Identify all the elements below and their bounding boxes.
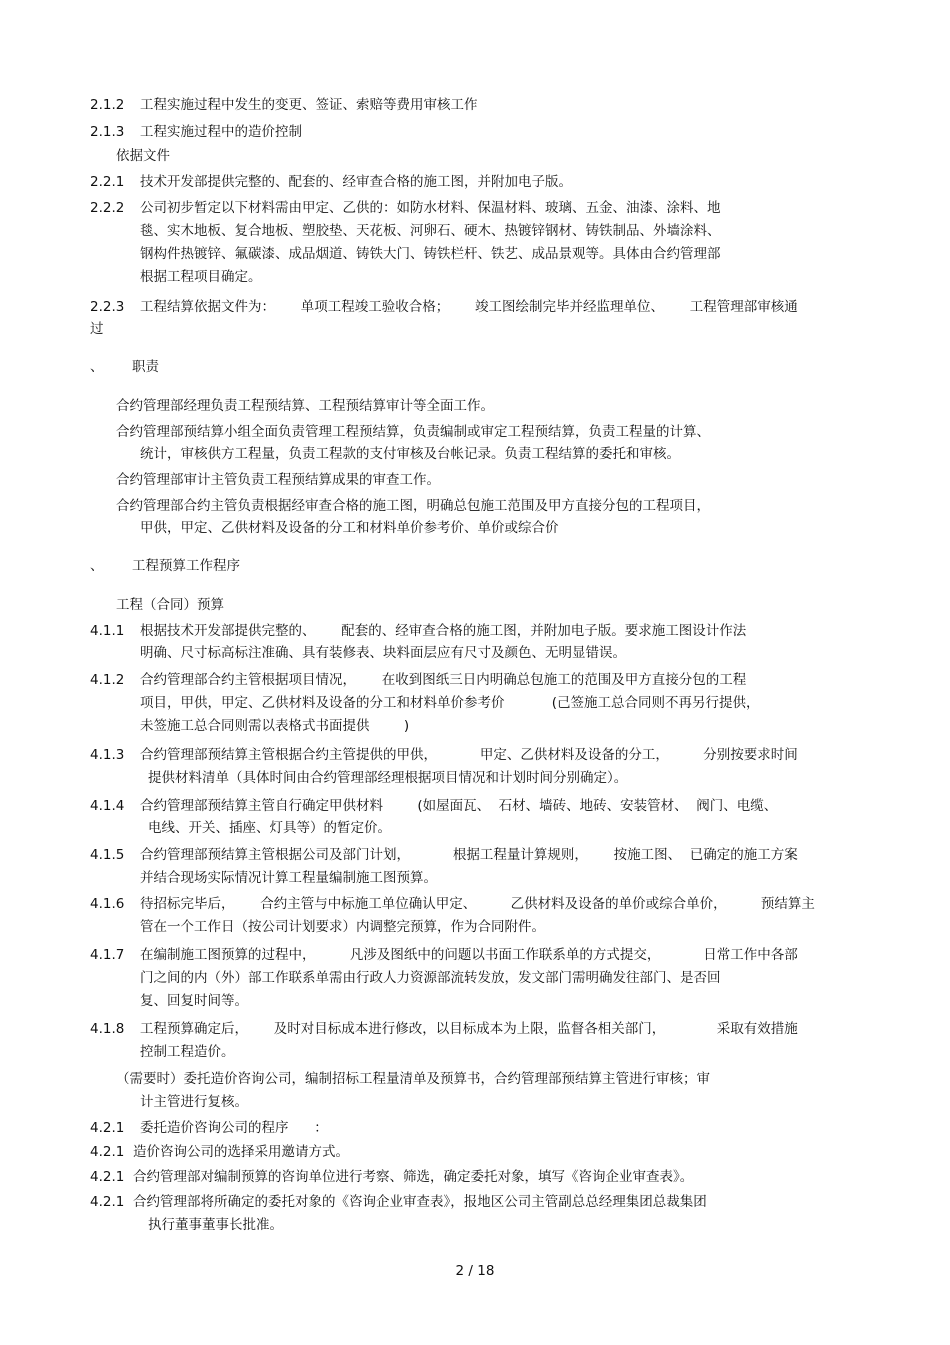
clause-text: 合约管理部预结算主管自行确定甲供材料 (如屋面瓦、 石材、墙砖、地砖、安装管材、 阀门、电缆、 <box>140 798 778 814</box>
section-marker: 、 <box>90 558 104 574</box>
clause-text: 管在一个工作日（按公司计划要求）内调整完预算，作为合同附件。 <box>140 919 545 935</box>
clause-number: 4.2.1 <box>90 1120 125 1136</box>
clause-text: 项目，甲供，甲定、乙供材料及设备的分工和材料单价参考价 (己签施工总合同则不再另行提供， <box>140 695 760 711</box>
clause-number: 4.1.4 <box>90 798 125 814</box>
clause-number: 4.2.1 <box>90 1194 125 1210</box>
clause-text: 合约管理部对编制预算的咨询单位进行考察、筛选，确定委托对象，填写《咨询企业审查表》。 <box>133 1169 694 1185</box>
clause-text: 造价咨询公司的选择采用邀请方式。 <box>133 1144 349 1160</box>
section-heading: 职责 <box>132 359 159 375</box>
clause-text: 执行董事董事长批准。 <box>148 1217 283 1233</box>
clause-text: 根据工程项目确定。 <box>140 269 262 285</box>
clause-text: 合约管理部预结算主管根据合约主管提供的甲供， 甲定、乙供材料及设备的分工， 分别按要求时间 <box>140 747 798 763</box>
clause-text: 工程实施过程中的造价控制 <box>140 124 302 140</box>
clause-text: 过 <box>90 321 104 337</box>
clause-text: 工程预算确定后， 及时对目标成本进行修改，以目标成本为上限，监督各相关部门， 采取有效措施 <box>140 1021 798 1037</box>
clause-number: 4.1.3 <box>90 747 125 763</box>
clause-number: 4.1.2 <box>90 672 125 688</box>
clause-text: 工程实施过程中发生的变更、签证、索赔等费用审核工作 <box>140 97 478 113</box>
clause-text: 技术开发部提供完整的、配套的、经审查合格的施工图，并附加电子版。 <box>140 174 572 190</box>
clause-number: 4.1.6 <box>90 896 125 912</box>
clause-text: 未签施工总合同则需以表格式书面提供 ) <box>140 718 410 734</box>
clause-text: 合约管理部预结算主管根据公司及部门计划， 根据工程量计算规则， 按施工图、 已确定的施工方案 <box>140 847 798 863</box>
paragraph-text: 合约管理部审计主管负责工程预结算成果的审查工作。 <box>116 472 440 488</box>
clause-number: 4.1.5 <box>90 847 125 863</box>
section-heading: 依据文件 <box>116 148 170 164</box>
clause-text: 在编制施工图预算的过程中， 凡涉及图纸中的问题以书面工作联系单的方式提交， 日常工作中各部 <box>140 947 798 963</box>
clause-number: 4.1.8 <box>90 1021 125 1037</box>
clause-text: 根据技术开发部提供完整的、 配套的、经审查合格的施工图，并附加电子版。要求施工图设计作法 <box>140 623 747 639</box>
paragraph-text: 合约管理部经理负责工程预结算、工程预结算审计等全面工作。 <box>116 398 494 414</box>
clause-number: 2.2.1 <box>90 174 125 190</box>
clause-number: 2.2.2 <box>90 200 125 216</box>
clause-text: 门之间的内（外）部工作联系单需由行政人力资源部流转发放，发文部门需明确发往部门、是否回 <box>140 970 721 986</box>
clause-number: 4.1.7 <box>90 947 125 963</box>
clause-text: 明确、尺寸标高标注准确、具有装修表、块料面层应有尺寸及颜色、无明显错误。 <box>140 645 626 661</box>
paragraph-text: 统计，审核供方工程量，负责工程款的支付审核及台帐记录。负责工程结算的委托和审核。 <box>140 446 680 462</box>
paragraph-text: 合约管理部预结算小组全面负责管理工程预结算，负责编制或审定工程预结算，负责工程量的计算、 <box>116 424 710 440</box>
clause-number: 2.2.3 <box>90 299 125 315</box>
paragraph-text: 计主管进行复核。 <box>140 1094 248 1110</box>
clause-number: 4.1.1 <box>90 623 125 639</box>
clause-text: 复、回复时间等。 <box>140 993 248 1009</box>
clause-text: 工程结算依据文件为： 单项工程竣工验收合格； 竣工图绘制完毕并经监理单位、 工程管理部审核通 <box>140 299 798 315</box>
clause-number: 4.2.1 <box>90 1169 125 1185</box>
clause-text: 钢构件热镀锌、氟碳漆、成品烟道、铸铁大门、铸铁栏杆、铁艺、成品景观等。具体由合约管理部 <box>140 246 721 262</box>
clause-text: 委托造价咨询公司的程序 ： <box>140 1120 328 1136</box>
clause-text: 公司初步暂定以下材料需由甲定、乙供的：如防水材料、保温材料、玻璃、五金、油漆、涂料、地 <box>140 200 721 216</box>
clause-text: 合约管理部将所确定的委托对象的《咨询企业审查表》，报地区公司主管副总总经理集团总裁集团 <box>133 1194 707 1210</box>
clause-text: 控制工程造价。 <box>140 1044 235 1060</box>
paragraph-text: 甲供，甲定、乙供材料及设备的分工和材料单价参考价、单价或综合价 <box>140 520 559 536</box>
clause-number: 2.1.3 <box>90 124 125 140</box>
paragraph-text: （需要时）委托造价咨询公司，编制招标工程量清单及预算书，合约管理部预结算主管进行审核；审 <box>116 1071 710 1087</box>
page-number: 2 / 18 <box>455 1263 495 1279</box>
clause-number: 4.2.1 <box>90 1144 125 1160</box>
section-heading: 工程预算工作程序 <box>132 558 240 574</box>
clause-text: 并结合现场实际情况计算工程量编制施工图预算。 <box>140 870 437 886</box>
clause-text: 毯、实木地板、复合地板、塑胶垫、天花板、河卵石、硬木、热镀锌钢材、铸铁制品、外墙涂料、 <box>140 223 721 239</box>
subsection-heading: 工程（合同）预算 <box>116 597 224 613</box>
paragraph-text: 合约管理部合约主管负责根据经审查合格的施工图，明确总包施工范围及甲方直接分包的工程项目， <box>116 498 710 514</box>
clause-text: 电线、开关、插座、灯具等）的暂定价。 <box>148 820 391 836</box>
section-marker: 、 <box>90 359 104 375</box>
clause-text: 合约管理部合约主管根据项目情况， 在收到图纸三日内明确总包施工的范围及甲方直接分包的工程 <box>140 672 747 688</box>
clause-number: 2.1.2 <box>90 97 125 113</box>
clause-text: 待招标完毕后， 合约主管与中标施工单位确认甲定、 乙供材料及设备的单价或综合单价， 预结算主 <box>140 896 815 912</box>
clause-text: 提供材料清单（具体时间由合约管理部经理根据项目情况和计划时间分别确定）。 <box>148 770 628 786</box>
